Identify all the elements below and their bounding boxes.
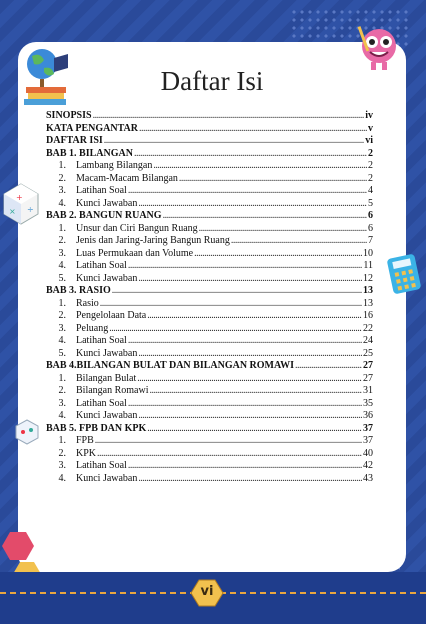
- toc-chapter-row[interactable]: [46, 423, 373, 436]
- toc-item-row[interactable]: [46, 248, 373, 261]
- toc-item-row[interactable]: [46, 273, 373, 286]
- toc-item-row[interactable]: [46, 198, 373, 211]
- toc-page-number: 42: [363, 460, 373, 471]
- toc-page-number: 2: [368, 147, 373, 159]
- toc-entry-title: BAB 5. FPB DAN KPK: [46, 422, 147, 434]
- toc-page-number: vi: [365, 135, 373, 146]
- toc-entry-title: Jenis dan Jaring-Jaring Bangun Ruang: [76, 235, 230, 246]
- toc-chapter-row[interactable]: [46, 135, 373, 148]
- toc-page-number: 11: [363, 260, 373, 271]
- toc-leader-dots: [137, 373, 362, 384]
- toc-page-number: 27: [363, 360, 373, 371]
- toc-entry-title: SINOPSIS: [46, 110, 92, 121]
- toc-leader-dots: [128, 185, 367, 196]
- toc-entry-title: Bilangan Bulat: [76, 372, 137, 384]
- toc-leader-dots: [179, 173, 367, 184]
- toc-page-number: 4: [368, 185, 373, 196]
- toc-entry-title: Kunci Jawaban: [76, 272, 138, 284]
- toc-item-number: 4.: [58, 472, 66, 484]
- toc-page-number: 37: [363, 435, 373, 446]
- svg-text:÷: ÷: [27, 205, 34, 214]
- toc-leader-dots: [147, 423, 362, 434]
- toc-page-number: 13: [363, 285, 373, 296]
- toc-item-number: 2.: [58, 172, 66, 184]
- toc-item-number: 1.: [58, 222, 66, 234]
- toc-page-number: 36: [363, 410, 373, 421]
- toc-entry-title: Lambang Bilangan: [76, 160, 153, 171]
- toc-entry-title: BAB 4.BILANGAN BULAT DAN BILANGAN ROMAWI: [46, 360, 294, 371]
- page-number-badge: [190, 579, 224, 607]
- toc-chapter-row[interactable]: [46, 360, 373, 373]
- toc-page-number: 25: [363, 347, 373, 359]
- toc-entry-title: BAB 3. RASIO: [46, 285, 111, 296]
- toc-item-number: 1.: [58, 372, 66, 384]
- toc-entry-title: Luas Permukaan dan Volume: [76, 247, 194, 259]
- toc-item-number: 2.: [58, 235, 66, 246]
- toc-item-row[interactable]: [46, 160, 373, 173]
- toc-entry-title: Latihan Soal: [76, 185, 127, 196]
- toc-item-row[interactable]: [46, 385, 373, 398]
- toc-leader-dots: [128, 335, 362, 346]
- toc-page-number: v: [368, 122, 373, 134]
- toc-item-number: 4.: [58, 410, 66, 421]
- toc-item-number: 3.: [58, 185, 66, 196]
- toc-page-number: 2: [368, 172, 373, 184]
- toc-item-row[interactable]: [46, 235, 373, 248]
- toc-chapter-row[interactable]: [46, 148, 373, 161]
- toc-page-number: 12: [363, 272, 373, 284]
- toc-item-number: 4.: [58, 335, 66, 346]
- toc-page-number: 37: [363, 422, 373, 434]
- toc-item-row[interactable]: [46, 310, 373, 323]
- toc-entry-title: FPB: [76, 435, 94, 446]
- toc-leader-dots: [95, 435, 362, 446]
- toc-item-number: 3.: [58, 460, 66, 471]
- toc-entry-title: BAB 2. BANGUN RUANG: [46, 210, 162, 221]
- toc-page-number: 24: [363, 335, 373, 346]
- toc-entry-title: Latihan Soal: [76, 260, 127, 271]
- toc-leader-dots: [153, 160, 367, 171]
- toc-leader-dots: [194, 248, 362, 259]
- toc-entry-title: KPK: [76, 447, 97, 459]
- toc-page-number: 22: [363, 322, 373, 334]
- toc-entry-title: Kunci Jawaban: [76, 197, 138, 209]
- toc-chapter-row[interactable]: [46, 210, 373, 223]
- toc-item-row[interactable]: [46, 335, 373, 348]
- toc-entry-title: Pengelolaan Data: [76, 310, 147, 321]
- toc-entry-title: DAFTAR ISI: [46, 135, 103, 146]
- toc-entry-title: Kunci Jawaban: [76, 472, 138, 484]
- toc-item-number: 5.: [58, 272, 66, 284]
- toc-item-number: 2.: [58, 447, 66, 459]
- toc-page-number: 40: [363, 447, 373, 459]
- toc-item-number: 3.: [58, 397, 66, 409]
- toc-leader-dots: [104, 135, 364, 146]
- toc-page-number: 43: [363, 472, 373, 484]
- toc-item-row[interactable]: [46, 260, 373, 273]
- toc-leader-dots: [138, 198, 367, 209]
- toc-leader-dots: [112, 285, 362, 296]
- toc-entry-title: Unsur dan Ciri Bangun Ruang: [76, 222, 198, 234]
- toc-item-row[interactable]: [46, 460, 373, 473]
- toc-page-number: iv: [365, 110, 373, 121]
- toc-page-number: 31: [363, 385, 373, 396]
- toc-leader-dots: [231, 235, 367, 246]
- toc-leader-dots: [93, 110, 365, 121]
- toc-item-row[interactable]: [46, 373, 373, 386]
- toc-item-number: 1.: [58, 435, 66, 446]
- toc-entry-title: BAB 1. BILANGAN: [46, 147, 133, 159]
- toc-item-number: 5.: [58, 347, 66, 359]
- page-number: vi: [200, 584, 214, 599]
- toc-entry-title: Rasio: [76, 297, 99, 309]
- toc-item-row[interactable]: [46, 473, 373, 486]
- toc-leader-dots: [138, 348, 362, 359]
- toc-page-number: 16: [363, 310, 373, 321]
- toc-item-row[interactable]: [46, 185, 373, 198]
- svg-text:+: +: [16, 193, 23, 202]
- toc-leader-dots: [199, 223, 367, 234]
- toc-leader-dots: [128, 460, 362, 471]
- page-title: Daftar Isi: [160, 66, 264, 96]
- toc-chapter-row[interactable]: [46, 123, 373, 136]
- table-of-contents: [46, 110, 373, 485]
- toc-item-number: 2.: [58, 385, 66, 396]
- svg-text:×: ×: [9, 207, 16, 216]
- toc-leader-dots: [97, 448, 362, 459]
- toc-chapter-row[interactable]: [46, 285, 373, 298]
- toc-item-number: 3.: [58, 247, 66, 259]
- toc-page-number: 13: [363, 297, 373, 309]
- toc-entry-title: Peluang: [76, 322, 109, 334]
- toc-leader-dots: [100, 298, 362, 309]
- toc-leader-dots: [109, 323, 362, 334]
- toc-page-number: 10: [363, 247, 373, 259]
- toc-leader-dots: [150, 385, 363, 396]
- toc-entry-title: Macam-Macam Bilangan: [76, 172, 178, 184]
- toc-page-number: 6: [368, 210, 373, 221]
- toc-leader-dots: [128, 398, 362, 409]
- toc-entry-title: Kunci Jawaban: [76, 410, 138, 421]
- toc-item-row[interactable]: [46, 323, 373, 336]
- toc-item-number: 4.: [58, 260, 66, 271]
- toc-page-number: 6: [368, 222, 373, 234]
- small-cube-icon: [14, 418, 40, 446]
- toc-item-number: 4.: [58, 197, 66, 209]
- toc-entry-title: Latihan Soal: [76, 460, 127, 471]
- toc-entry-title: KATA PENGANTAR: [46, 122, 138, 134]
- toc-item-number: 2.: [58, 310, 66, 321]
- toc-item-row[interactable]: [46, 298, 373, 311]
- toc-leader-dots: [138, 273, 362, 284]
- math-cube-icon: [0, 180, 42, 226]
- toc-item-row[interactable]: [46, 348, 373, 361]
- toc-chapter-row[interactable]: [46, 110, 373, 123]
- toc-item-row[interactable]: [46, 435, 373, 448]
- toc-entry-title: Kunci Jawaban: [76, 347, 138, 359]
- toc-leader-dots: [295, 360, 362, 371]
- toc-item-number: 3.: [58, 322, 66, 334]
- toc-item-row[interactable]: [46, 173, 373, 186]
- toc-page-number: 7: [368, 235, 373, 246]
- toc-item-row[interactable]: [46, 223, 373, 236]
- toc-leader-dots: [139, 123, 367, 134]
- toc-leader-dots: [147, 310, 362, 321]
- toc-leader-dots: [138, 473, 362, 484]
- toc-page-number: 5: [368, 197, 373, 209]
- toc-leader-dots: [134, 148, 367, 159]
- toc-leader-dots: [138, 410, 362, 421]
- toc-item-row[interactable]: [46, 410, 373, 423]
- toc-entry-title: Latihan Soal: [76, 335, 127, 346]
- toc-page-number: 35: [363, 397, 373, 409]
- toc-item-row[interactable]: [46, 398, 373, 411]
- toc-page-number: 27: [363, 372, 373, 384]
- toc-item-row[interactable]: [46, 448, 373, 461]
- toc-item-number: 1.: [58, 297, 66, 309]
- toc-leader-dots: [163, 210, 367, 221]
- toc-page-number: 2: [368, 160, 373, 171]
- toc-entry-title: Latihan Soal: [76, 397, 127, 409]
- toc-item-number: 1.: [58, 160, 66, 171]
- toc-leader-dots: [128, 260, 363, 271]
- calculator-icon: [386, 254, 422, 294]
- toc-entry-title: Bilangan Romawi: [76, 385, 149, 396]
